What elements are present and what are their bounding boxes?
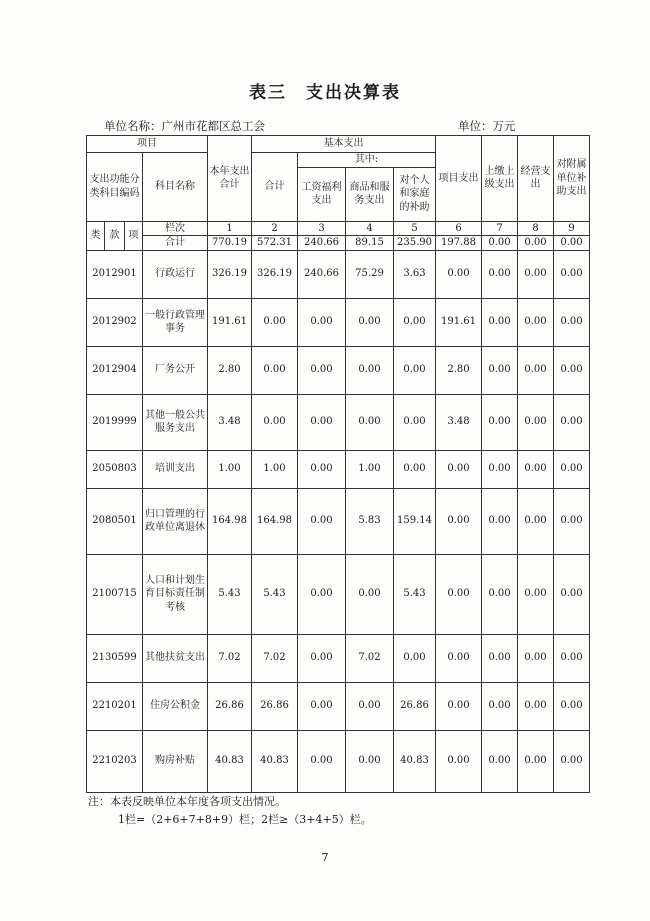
row-code: 2100715	[87, 554, 143, 634]
row-value: 0.00	[554, 682, 590, 730]
row-value: 0.00	[482, 730, 518, 792]
row-code: 2012902	[87, 298, 143, 346]
header-basic-sum: 合计	[252, 153, 298, 222]
row-value: 0.00	[298, 488, 346, 554]
header-subject-name: 科目名称	[143, 153, 208, 222]
row-value: 40.83	[394, 730, 436, 792]
header-xiang: 项	[125, 221, 143, 250]
total-cell: 0.00	[554, 236, 590, 251]
row-value: 1.00	[252, 450, 298, 488]
row-value: 0.00	[394, 450, 436, 488]
row-value: 2.80	[208, 346, 252, 394]
expenditure-table	[86, 135, 590, 793]
row-subject-name: 其他扶贫支出	[143, 634, 208, 682]
col-number: 2	[252, 221, 298, 236]
header-func-code: 支出功能分类科目编码	[87, 153, 143, 222]
table-row	[87, 346, 590, 394]
row-code: 2012901	[87, 250, 143, 298]
page-title: 表三 支出决算表	[249, 83, 401, 103]
row-subject-name: 购房补贴	[143, 730, 208, 792]
row-value: 26.86	[252, 682, 298, 730]
row-value: 7.02	[346, 634, 394, 682]
row-value: 0.00	[554, 346, 590, 394]
row-value: 75.29	[346, 250, 394, 298]
row-code: 2210201	[87, 682, 143, 730]
row-subject-name: 一般行政管理事务	[143, 298, 208, 346]
row-subject-name: 住房公积金	[143, 682, 208, 730]
row-value: 0.00	[298, 450, 346, 488]
row-value: 3.48	[436, 394, 482, 450]
header-subsidy: 对附属单位补助支出	[554, 136, 590, 222]
row-value: 0.00	[346, 394, 394, 450]
row-value: 3.48	[208, 394, 252, 450]
row-value: 0.00	[518, 346, 554, 394]
row-value: 0.00	[482, 450, 518, 488]
row-subject-name: 厂务公开	[143, 346, 208, 394]
col-number: 3	[298, 221, 346, 236]
row-value: 0.00	[298, 634, 346, 682]
table-row	[87, 250, 590, 298]
col-number: 9	[554, 221, 590, 236]
row-value: 0.00	[482, 554, 518, 634]
row-value: 0.00	[436, 488, 482, 554]
table-row	[87, 450, 590, 488]
row-value: 0.00	[298, 682, 346, 730]
header-lei: 类	[87, 221, 105, 250]
table-row	[87, 730, 590, 792]
row-value: 0.00	[554, 450, 590, 488]
row-value: 0.00	[346, 730, 394, 792]
row-value: 0.00	[518, 250, 554, 298]
row-value: 0.00	[394, 346, 436, 394]
row-value: 26.86	[394, 682, 436, 730]
unit-money: 单位：万元	[458, 119, 516, 133]
row-value: 0.00	[518, 394, 554, 450]
row-value: 0.00	[554, 394, 590, 450]
row-value: 0.00	[518, 634, 554, 682]
row-value: 7.02	[208, 634, 252, 682]
footnote-1: 注：本表反映单位本年度各项支出情况。	[88, 795, 286, 808]
row-value: 0.00	[554, 298, 590, 346]
table-row	[87, 298, 590, 346]
total-cell: 572.31	[252, 236, 298, 251]
row-value: 5.43	[208, 554, 252, 634]
row-code: 2080501	[87, 488, 143, 554]
row-value: 40.83	[208, 730, 252, 792]
row-value: 1.00	[346, 450, 394, 488]
row-subject-name: 其他一般公共服务支出	[143, 394, 208, 450]
row-value: 0.00	[436, 450, 482, 488]
row-value: 5.43	[252, 554, 298, 634]
row-value: 0.00	[298, 730, 346, 792]
col-number: 7	[482, 221, 518, 236]
row-value: 0.00	[436, 250, 482, 298]
row-value: 0.00	[518, 298, 554, 346]
row-value: 0.00	[482, 394, 518, 450]
row-value: 0.00	[436, 730, 482, 792]
header-upper: 上缴上级支出	[482, 136, 518, 222]
row-subject-name: 培训支出	[143, 450, 208, 488]
row-value: 0.00	[482, 488, 518, 554]
row-value: 0.00	[554, 488, 590, 554]
col-number: 8	[518, 221, 554, 236]
row-code: 2050803	[87, 450, 143, 488]
row-value: 0.00	[518, 488, 554, 554]
row-value: 326.19	[252, 250, 298, 298]
header-wage: 工资福利支出	[298, 167, 346, 221]
header-business: 经营支出	[518, 136, 554, 222]
header-qizhong: 其中:	[298, 153, 436, 168]
row-value: 0.00	[252, 394, 298, 450]
row-value: 2.80	[436, 346, 482, 394]
row-value: 0.00	[298, 298, 346, 346]
row-value: 240.66	[298, 250, 346, 298]
row-code: 2019999	[87, 394, 143, 450]
header-total: 本年支出合计	[208, 136, 252, 222]
row-value: 0.00	[394, 634, 436, 682]
table-row	[87, 554, 590, 634]
row-value: 1.00	[208, 450, 252, 488]
col-number: 5	[394, 221, 436, 236]
total-cell: 0.00	[518, 236, 554, 251]
header-xiangmu: 项目	[87, 136, 208, 153]
table-row	[87, 488, 590, 554]
row-value: 0.00	[554, 250, 590, 298]
row-value: 0.00	[518, 450, 554, 488]
row-value: 0.00	[518, 682, 554, 730]
col-number: 6	[436, 221, 482, 236]
row-value: 0.00	[518, 554, 554, 634]
total-cell: 240.66	[298, 236, 346, 251]
header-goods: 商品和服务支出	[346, 167, 394, 221]
header-basic: 基本支出	[252, 136, 436, 153]
col-number: 4	[346, 221, 394, 236]
row-code: 2130599	[87, 634, 143, 682]
row-value: 0.00	[436, 682, 482, 730]
row-value: 0.00	[554, 730, 590, 792]
page-number: 7	[321, 851, 329, 864]
row-value: 164.98	[208, 488, 252, 554]
table-row	[87, 682, 590, 730]
row-value: 0.00	[482, 250, 518, 298]
row-value: 5.43	[394, 554, 436, 634]
total-cell: 197.88	[436, 236, 482, 251]
row-value: 191.61	[208, 298, 252, 346]
row-value: 0.00	[298, 554, 346, 634]
row-value: 40.83	[252, 730, 298, 792]
row-value: 0.00	[346, 682, 394, 730]
row-value: 0.00	[298, 346, 346, 394]
row-value: 0.00	[394, 394, 436, 450]
row-subject-name: 人口和计划生育目标责任制考核	[143, 554, 208, 634]
row-value: 0.00	[394, 298, 436, 346]
row-code: 2012904	[87, 346, 143, 394]
total-cell: 89.15	[346, 236, 394, 251]
col-number: 1	[208, 221, 252, 236]
row-value: 0.00	[252, 346, 298, 394]
header-lanci: 栏次	[143, 221, 208, 236]
row-value: 0.00	[436, 634, 482, 682]
row-value: 0.00	[482, 634, 518, 682]
unit-name: 单位名称：广州市花都区总工会	[104, 119, 265, 133]
row-value: 191.61	[436, 298, 482, 346]
total-cell: 0.00	[482, 236, 518, 251]
footnote-2: 1栏=（2+6+7+8+9）栏；2栏≥（3+4+5）栏。	[118, 813, 372, 826]
row-value: 326.19	[208, 250, 252, 298]
total-cell: 770.19	[208, 236, 252, 251]
row-value: 3.63	[394, 250, 436, 298]
row-value: 0.00	[346, 554, 394, 634]
row-value: 0.00	[482, 298, 518, 346]
table-row	[87, 634, 590, 682]
header-heji: 合计	[143, 236, 208, 251]
row-value: 26.86	[208, 682, 252, 730]
row-subject-name: 行政运行	[143, 250, 208, 298]
row-value: 0.00	[346, 346, 394, 394]
row-value: 0.00	[298, 394, 346, 450]
row-value: 159.14	[394, 488, 436, 554]
row-value: 7.02	[252, 634, 298, 682]
header-kuan: 款	[105, 221, 125, 250]
row-value: 0.00	[252, 298, 298, 346]
row-value: 0.00	[482, 682, 518, 730]
row-value: 0.00	[482, 346, 518, 394]
header-project: 项目支出	[436, 136, 482, 222]
row-value: 0.00	[436, 554, 482, 634]
table-row	[87, 394, 590, 450]
row-value: 0.00	[346, 298, 394, 346]
row-value: 164.98	[252, 488, 298, 554]
row-value: 0.00	[554, 634, 590, 682]
row-subject-name: 归口管理的行政单位离退休	[143, 488, 208, 554]
header-personal: 对个人和家庭的补助	[394, 167, 436, 221]
row-value: 0.00	[518, 730, 554, 792]
row-value: 5.83	[346, 488, 394, 554]
row-value: 0.00	[554, 554, 590, 634]
row-code: 2210203	[87, 730, 143, 792]
total-cell: 235.90	[394, 236, 436, 251]
